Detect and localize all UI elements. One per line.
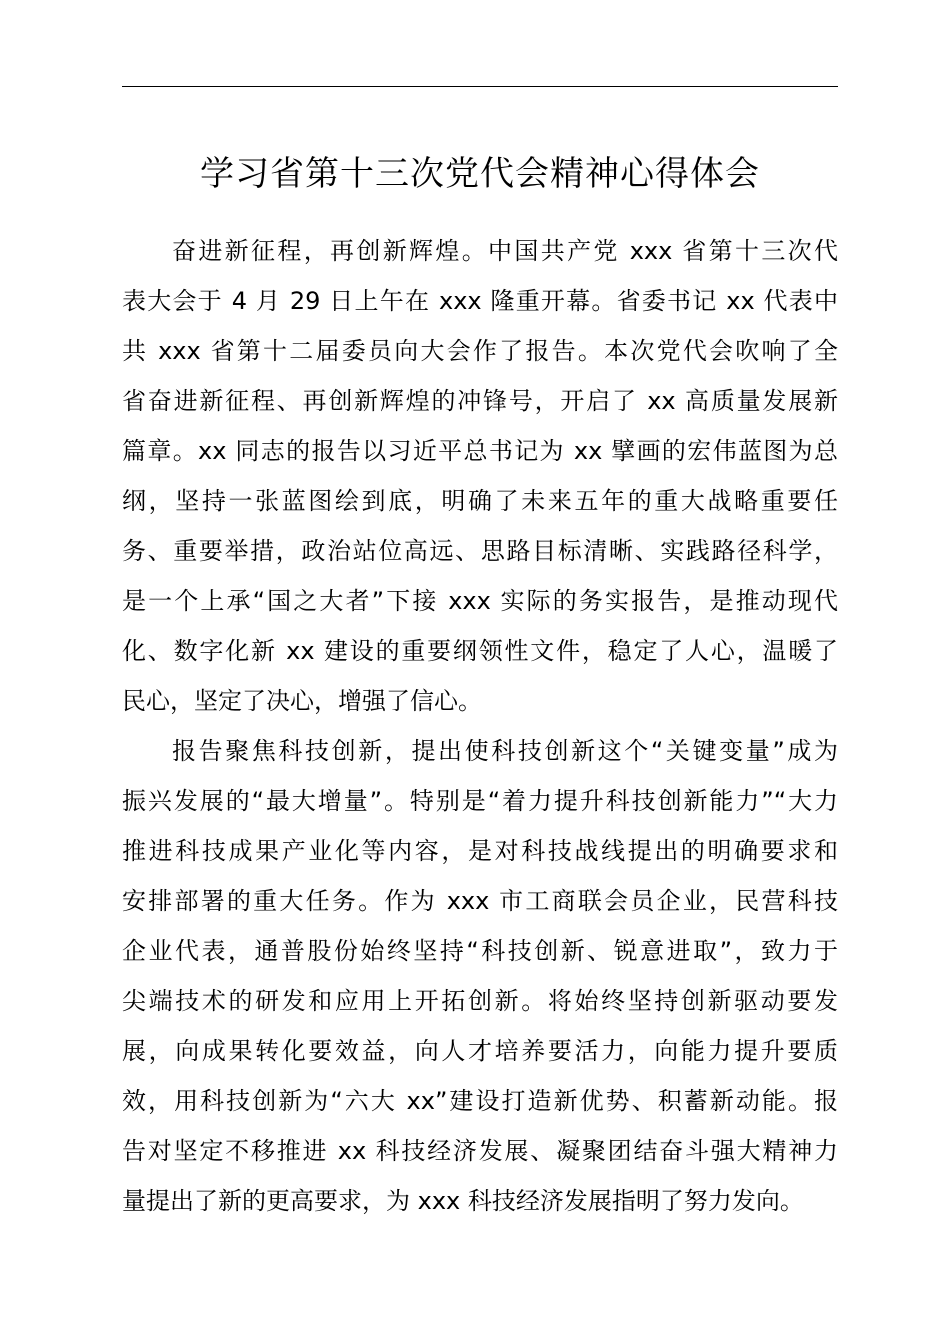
paragraph-line: 共 xxx 省第十二届委员向大会作了报告。本次党代会吹响了全 [122,337,838,365]
paragraph-line: 企业代表，通普股份始终坚持“科技创新、锐意进取”，致力于 [122,937,838,965]
paragraph-line: 化、数字化新 xx 建设的重要纲领性文件，稳定了人心，温暖了 [122,637,838,665]
header-rule [122,86,838,87]
paragraph-line: 尖端技术的研发和应用上开拓创新。将始终坚持创新驱动要发 [122,987,838,1015]
paragraph-1 [122,226,838,726]
document-body [122,226,838,1226]
paragraph-line: 篇章。xx 同志的报告以习近平总书记为 xx 擘画的宏伟蓝图为总 [122,437,838,465]
document-title: 学习省第十三次党代会精神心得体会 [200,154,760,194]
paragraph-2 [122,726,838,1226]
paragraph-line: 量提出了新的更高要求，为 xxx 科技经济发展指明了努力发向。 [122,1187,804,1215]
paragraph-line: 纲，坚持一张蓝图绘到底，明确了未来五年的重大战略重要任 [122,487,838,515]
paragraph-line: 推进科技成果产业化等内容，是对科技战线提出的明确要求和 [122,837,838,865]
paragraph-line: 奋进新征程，再创新辉煌。中国共产党 xxx 省第十三次代 [172,237,838,265]
paragraph-line: 民心，坚定了决心，增强了信心。 [122,687,482,715]
paragraph-line: 效，用科技创新为“六大 xx”建设打造新优势、积蓄新动能。报 [122,1087,838,1115]
paragraph-line: 告对坚定不移推进 xx 科技经济发展、凝聚团结奋斗强大精神力 [122,1137,838,1165]
paragraph-line: 展，向成果转化要效益，向人才培养要活力，向能力提升要质 [122,1037,838,1065]
paragraph-line: 振兴发展的“最大增量”。特别是“着力提升科技创新能力”“大力 [122,787,838,815]
paragraph-line: 安排部署的重大任务。作为 xxx 市工商联会员企业，民营科技 [122,887,838,915]
paragraph-line: 务、重要举措，政治站位高远、思路目标清晰、实践路径科学， [122,537,838,565]
paragraph-line: 报告聚焦科技创新，提出使科技创新这个“关键变量”成为 [172,737,838,765]
paragraph-line: 表大会于 4 月 29 日上午在 xxx 隆重开幕。省委书记 xx 代表中 [122,287,838,315]
paragraph-line: 省奋进新征程、再创新辉煌的冲锋号，开启了 xx 高质量发展新 [122,387,838,415]
paragraph-line: 是一个上承“国之大者”下接 xxx 实际的务实报告，是推动现代 [122,587,838,615]
